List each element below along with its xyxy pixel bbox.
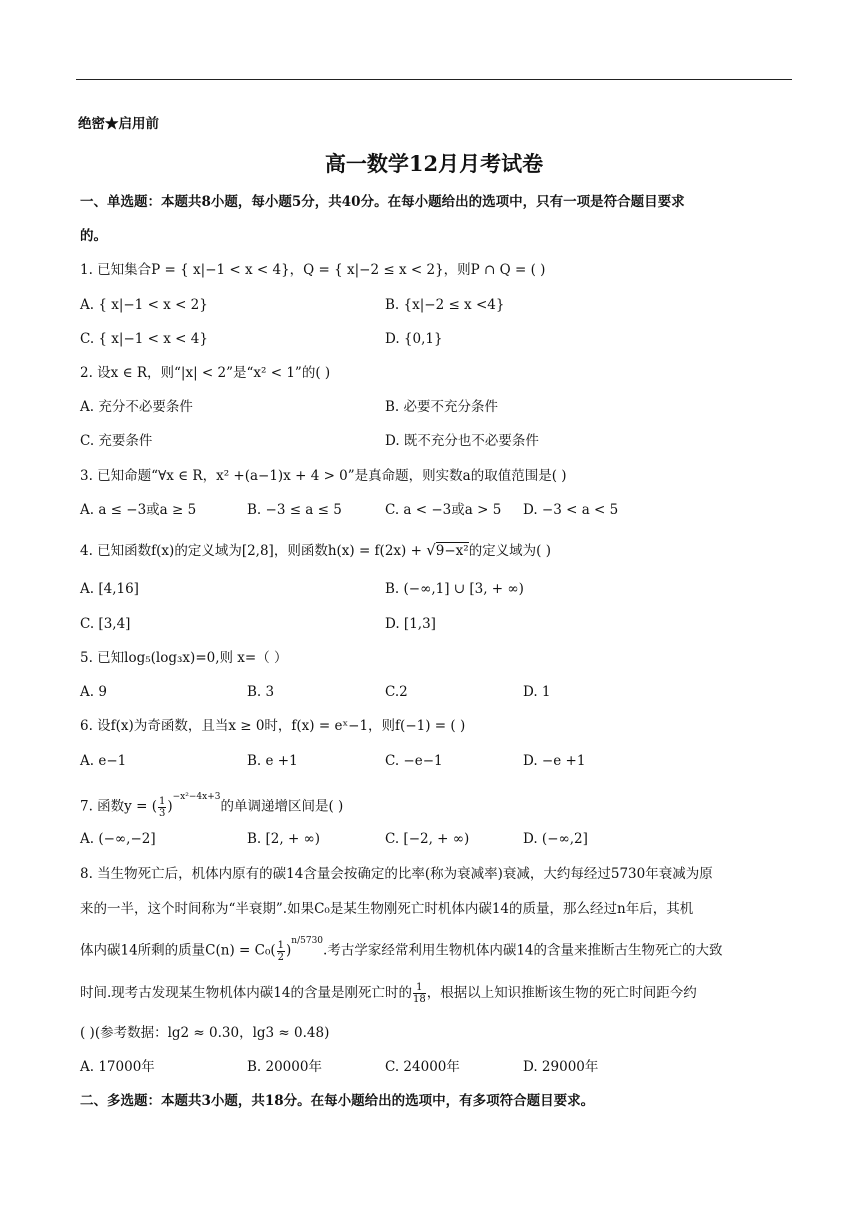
section2-heading: 二、多选题：本题共3小题，共18分。在每小题给出的选项中，有多项符合题目要求。 xyxy=(80,1093,595,1109)
question-4-radicand: 9−x² xyxy=(435,543,469,559)
question-8-line2: 来的一半，这个时间称为“半衰期”.如果C₀是某生物刚死亡时机体内碳14的质量，那么经过n年后，其机 xyxy=(80,901,694,917)
question-8-option-b: B. 20000年 xyxy=(247,1059,322,1075)
question-7-option-c: C. [−2, + ∞) xyxy=(385,831,470,847)
question-8-line1: 8. 当生物死亡后，机体内原有的碳14含量会按确定的比率(称为衰减率)衰减，大约每经过5730年衰减为原 xyxy=(80,866,713,882)
question-8-line3: 体内碳14所剩的质量C(n) = C₀( $\frac{1}{2}$ )$^{n/5730}$.考古学家经常利用生物机体内碳14的含量来推断古生物死亡的大致 xyxy=(80,936,723,963)
question-2-option-a: A. 充分不必要条件 xyxy=(80,399,193,415)
question-5-option-a: A. 9 xyxy=(80,684,107,700)
question-1-stem: 1. 已知集合P = { x|−1 < x < 4}，Q = { x|−2 ≤ x < 2}，则P ∩ Q = ( ) xyxy=(80,262,546,278)
question-4-option-a: A. [4,16] xyxy=(80,581,139,597)
question-8-line5: ( )(参考数据：lg2 ≈ 0.30，lg3 ≈ 0.48) xyxy=(80,1025,330,1041)
question-6-option-b: B. e +1 xyxy=(247,753,298,769)
question-5-stem: 5. 已知log₅(log₃x)=0,则 x=（ ） xyxy=(80,650,288,666)
question-6-option-d: D. −e +1 xyxy=(523,753,586,769)
question-4-option-b: B. (−∞,1] ∪ [3, + ∞) xyxy=(385,581,524,597)
question-8-line3-post: .考古学家经常利用生物机体内碳14的含量来推断古生物死亡的大致 xyxy=(323,942,723,959)
section1-heading-line1: 一、单选题：本题共8小题，每小题5分，共40分。在每小题给出的选项中，只有一项是符合题目要求 xyxy=(80,194,685,210)
question-1-option-c: C. { x|−1 < x < 4} xyxy=(80,331,208,347)
question-8-line3-pre: 体内碳14所剩的质量C(n) = C₀( xyxy=(80,942,276,959)
question-5-option-c: C.2 xyxy=(385,684,408,700)
section1-heading-line2: 的。 xyxy=(80,228,107,244)
question-2-stem: 2. 设x ∈ R，则“|x| < 2”是“x² < 1”的( ) xyxy=(80,365,331,381)
question-7-stem-pre: 7. 函数y = ( xyxy=(80,798,157,815)
header-rule xyxy=(76,79,792,80)
question-7-stem: 7. 函数y = ( $\frac{1}{3}$ )$^{-x^2-4x+3}$的单调递增区间是( ) xyxy=(80,792,344,819)
page-title: 高一数学12月月考试卷 xyxy=(324,151,544,176)
question-6-option-a: A. e−1 xyxy=(80,753,127,769)
question-8-option-c: C. 24000年 xyxy=(385,1059,460,1075)
question-4-stem xyxy=(80,540,551,561)
question-8-option-a: A. 17000年 xyxy=(80,1059,155,1075)
fraction-one-third: $\frac{1}{3}$ xyxy=(158,795,166,819)
fraction-one-eighteenth: $\frac{1}{18}$ xyxy=(412,982,426,1005)
question-7-option-b: B. [2, + ∞) xyxy=(247,831,321,847)
question-3-option-a: A. a ≤ −3或a ≥ 5 xyxy=(80,502,197,518)
question-5-option-b: B. 3 xyxy=(247,684,275,700)
question-3-option-d: D. −3 < a < 5 xyxy=(523,502,619,518)
question-4-option-c: C. [3,4] xyxy=(80,616,131,632)
question-8-line4-pre: 时间.现考古发现某生物机体内碳14的含量是刚死亡时的 xyxy=(80,985,412,1001)
question-2-option-d: D. 既不充分也不必要条件 xyxy=(385,433,539,449)
question-7-option-a: A. (−∞,−2] xyxy=(80,831,156,847)
question-7-stem-post: 的单调递增区间是( ) xyxy=(220,798,344,815)
question-6-option-c: C. −e−1 xyxy=(385,753,443,769)
question-1-option-b: B. {x|−2 ≤ x <4} xyxy=(385,297,505,313)
question-4-option-d: D. [1,3] xyxy=(385,616,436,632)
secret-label: 绝密★启用前 xyxy=(78,116,159,132)
fraction-one-half: $\frac{1}{2}$ xyxy=(277,939,285,963)
question-3-option-c: C. a < −3或a > 5 xyxy=(385,502,502,518)
question-3-stem: 3. 已知命题“∀x ∈ R，x² +(a−1)x + 4 > 0”是真命题，则实数a的取值范围是( ) xyxy=(80,468,567,484)
question-8-line4 xyxy=(80,976,697,1010)
question-8-line4-post: ，根据以上知识推断该生物的死亡时间距今约 xyxy=(426,985,697,1001)
question-1-option-d: D. {0,1} xyxy=(385,331,443,347)
question-4-stem-post: 的定义域为( ) xyxy=(468,543,552,559)
question-3-option-b: B. −3 ≤ a ≤ 5 xyxy=(247,502,342,518)
question-1-option-a: A. { x|−1 < x < 2} xyxy=(80,297,208,313)
question-8-exponent: n/5730 xyxy=(291,936,324,946)
question-7-exponent: −x²−4x+3 xyxy=(172,792,221,802)
question-7-option-d: D. (−∞,2] xyxy=(523,831,588,847)
question-2-option-b: B. 必要不充分条件 xyxy=(385,399,499,415)
question-6-stem: 6. 设f(x)为奇函数，且当x ≥ 0时，f(x) = eˣ−1，则f(−1) = ( ) xyxy=(80,718,466,734)
question-2-option-c: C. 充要条件 xyxy=(80,433,153,449)
question-5-option-d: D. 1 xyxy=(523,684,551,700)
sqrt-symbol: √ xyxy=(426,541,436,559)
question-8-option-d: D. 29000年 xyxy=(523,1059,599,1075)
question-4-stem-pre: 4. 已知函数f(x)的定义域为[2,8]，则函数h(x) = f(2x) + xyxy=(80,543,427,559)
